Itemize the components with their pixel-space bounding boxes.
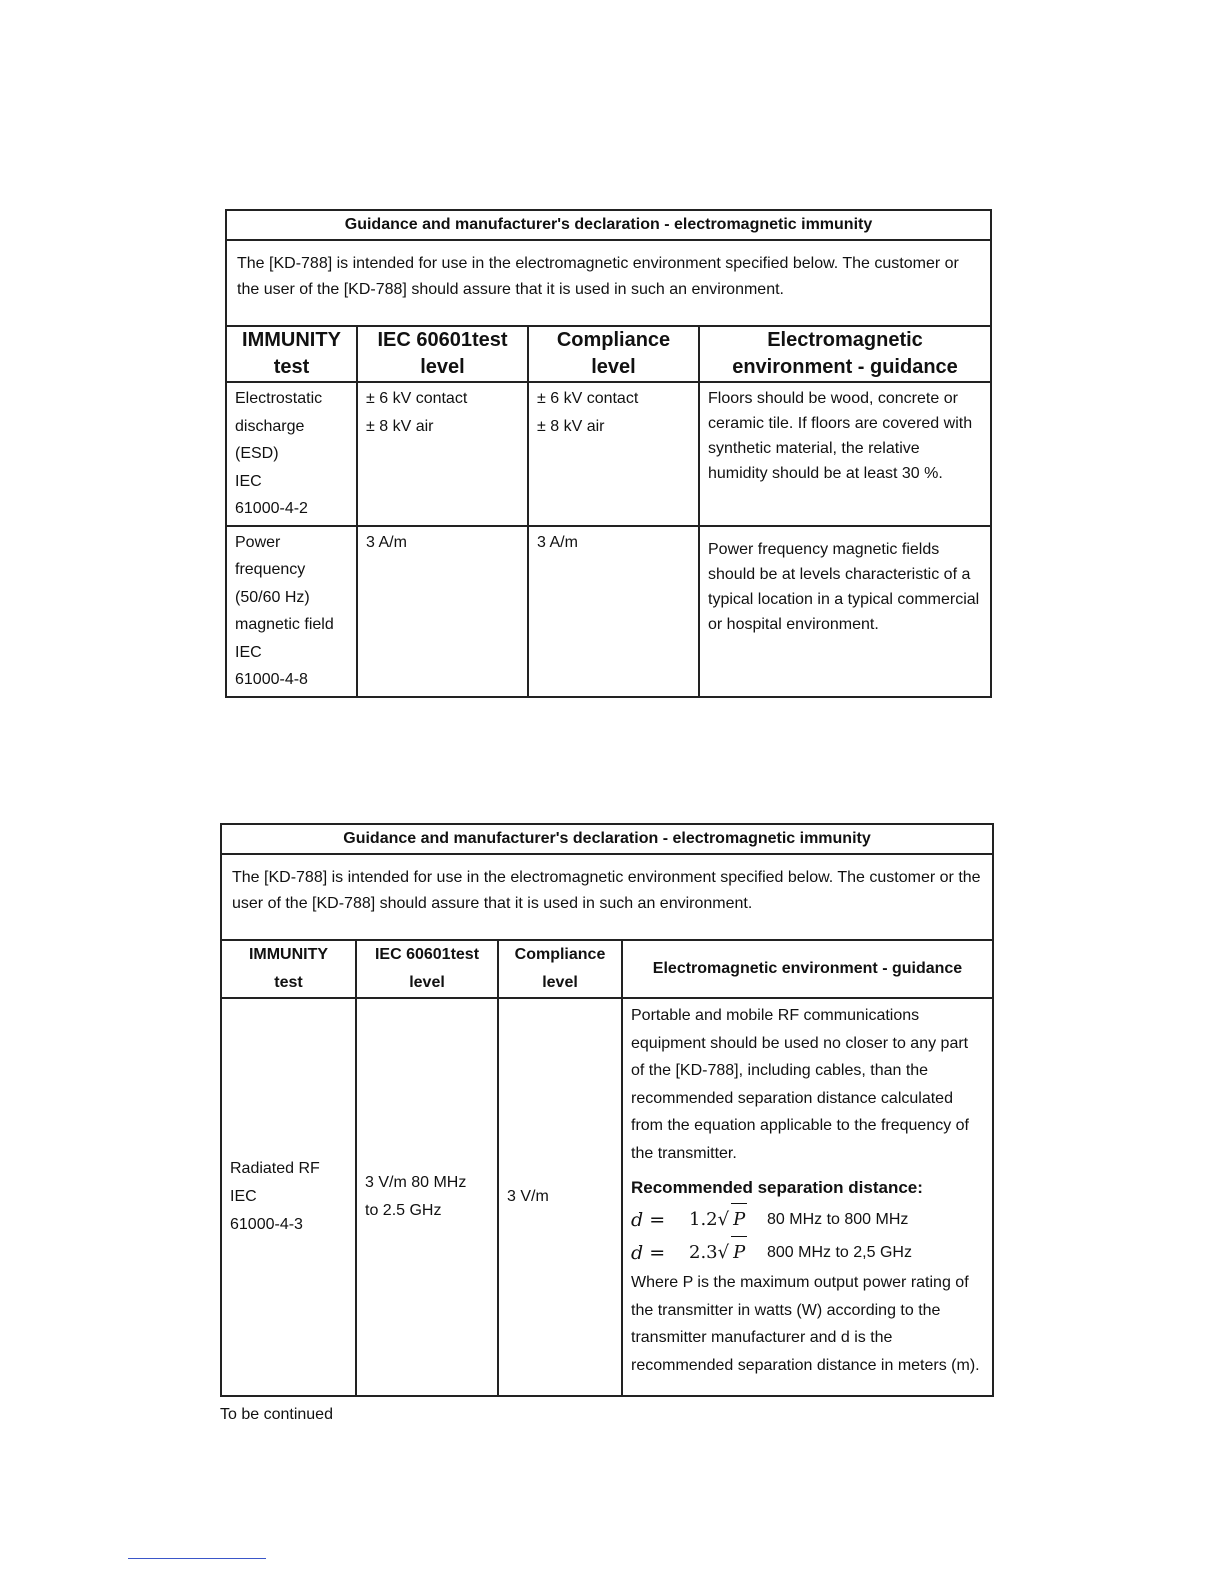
- header-compliance-level: Compliance level: [498, 940, 622, 998]
- equation-coefficient: 2.3√ P: [689, 1236, 767, 1269]
- equation-coefficient: 1.2√ P: [689, 1203, 767, 1236]
- cell-test: Electrostatic discharge (ESD) IEC 61000-4-2: [226, 382, 357, 526]
- cell-test: Power frequency (50/60 Hz) magnetic field IEC 61000-4-8: [226, 526, 357, 697]
- cell-test: Radiated RF IEC 61000-4-3: [221, 998, 356, 1396]
- cell-compliance: ± 6 kV contact ± 8 kV air: [528, 382, 699, 526]
- cell-iec-level: 3 A/m: [357, 526, 528, 697]
- distance-equation: [631, 1203, 984, 1236]
- table-title: Guidance and manufacturer's declaration - electromagnetic immunity: [221, 824, 993, 854]
- emc-immunity-table-1: [225, 209, 992, 698]
- header-immunity-test: IMMUNITY test: [221, 940, 356, 998]
- equation-variable: d =: [631, 1241, 666, 1264]
- header-guidance: Electromagnetic environment - guidance: [699, 326, 991, 382]
- footer-rule: [128, 1558, 266, 1559]
- emc-immunity-table-2: [220, 823, 994, 1397]
- cell-guidance: [622, 998, 993, 1396]
- sqrt-icon: √: [717, 1242, 730, 1263]
- equation-range: 800 MHz to 2,5 GHz: [767, 1243, 912, 1261]
- header-immunity-test: IMMUNITY test: [226, 326, 357, 382]
- distance-equation: [631, 1236, 984, 1269]
- cell-guidance: Floors should be wood, concrete or ceramic tile. If floors are covered with synthetic material, the relative humidity should be at least 30 %.: [699, 382, 991, 526]
- cell-compliance: 3 V/m: [498, 998, 622, 1396]
- equation-variable: d =: [631, 1208, 666, 1231]
- guidance-outro: Where P is the maximum output power rating of the transmitter in watts (W) according to the transmitter manufacturer and d is the recommended separation distance in meters (m).: [631, 1274, 980, 1374]
- header-iec-level: IEC 60601test level: [356, 940, 498, 998]
- table-row: [226, 526, 991, 697]
- table-intro: The [KD-788] is intended for use in the electromagnetic environment specified below. The customer or the user of the [KD-788] should assure that it is used in such an environment.: [221, 854, 993, 940]
- sqrt-icon: √: [717, 1209, 730, 1230]
- cell-compliance: 3 A/m: [528, 526, 699, 697]
- header-iec-level: IEC 60601test level: [357, 326, 528, 382]
- cell-guidance: Power frequency magnetic fields should be at levels characteristic of a typical location in a typical commercial or hospital environment.: [699, 526, 991, 697]
- table-row: [226, 382, 991, 526]
- table-intro: The [KD-788] is intended for use in the electromagnetic environment specified below. The customer or the user of the [KD-788] should assure that it is used in such an environment.: [226, 240, 991, 326]
- header-compliance-level: Compliance level: [528, 326, 699, 382]
- equation-range: 80 MHz to 800 MHz: [767, 1210, 909, 1228]
- table-row: [221, 998, 993, 1396]
- table-title: Guidance and manufacturer's declaration - electromagnetic immunity: [226, 210, 991, 240]
- recommended-distance-heading: Recommended separation distance:: [631, 1178, 923, 1197]
- header-guidance: Electromagnetic environment - guidance: [622, 940, 993, 998]
- cell-iec-level: ± 6 kV contact ± 8 kV air: [357, 382, 528, 526]
- cell-iec-level: 3 V/m 80 MHz to 2.5 GHz: [356, 998, 498, 1396]
- guidance-intro: Portable and mobile RF communications equipment should be used no closer to any part of the [KD-788], including cables, than the recommended separation distance calculated from the equation applicable to the frequency of the transmitter.: [631, 1007, 969, 1162]
- continued-note: To be continued: [220, 1406, 333, 1423]
